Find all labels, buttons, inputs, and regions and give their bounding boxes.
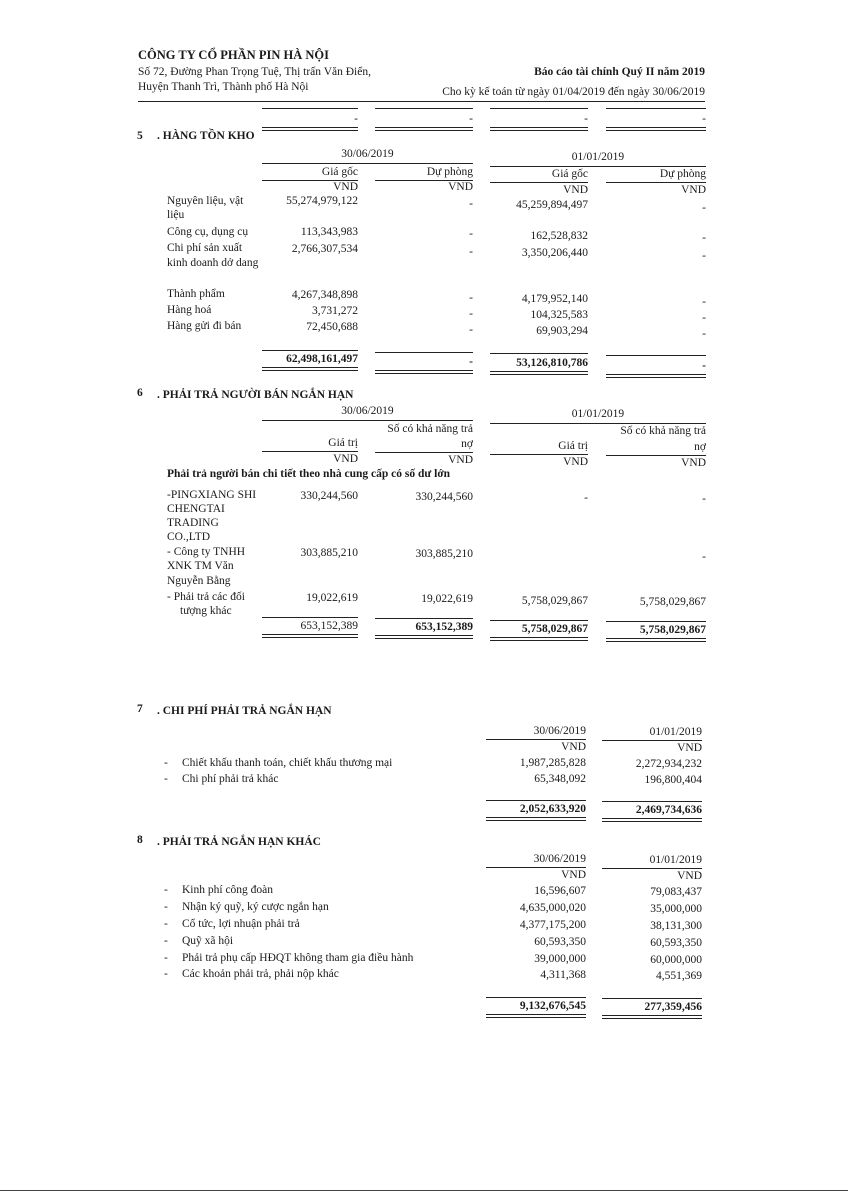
header-underline — [490, 454, 588, 455]
prev-dash: - — [584, 113, 588, 125]
date-underline — [602, 868, 702, 869]
total-rule — [490, 620, 588, 621]
vendor-name: Nguyễn Bằng — [167, 575, 231, 587]
prev-line — [375, 108, 473, 109]
unit-label: VND — [563, 456, 588, 468]
cell-value: 19,022,619 — [306, 592, 358, 604]
cell-value: - — [702, 232, 706, 244]
total-rule — [602, 801, 702, 802]
total-rule — [606, 621, 706, 622]
cell-value: 3,731,272 — [312, 305, 358, 317]
unit-label: VND — [563, 184, 588, 196]
prev-dash: - — [702, 113, 706, 125]
cell-value: 45,259,894,497 — [516, 199, 588, 211]
total-value: 62,498,161,497 — [286, 353, 358, 365]
cell-value: 55,274,979,122 — [286, 195, 358, 207]
date-underline — [490, 166, 706, 167]
row-dash: - — [164, 884, 168, 896]
total-rule — [262, 617, 358, 618]
cell-value: 330,244,560 — [300, 490, 358, 502]
row-label: kinh doanh dở dang — [167, 257, 259, 269]
cell-value: 4,377,175,200 — [519, 919, 586, 931]
cell-value: 60,593,350 — [650, 937, 702, 949]
total-rule — [375, 618, 473, 619]
total-double-rule — [602, 1015, 702, 1019]
header-underline — [490, 182, 588, 183]
unit-label: VND — [448, 181, 473, 193]
column-header: Dự phòng — [426, 166, 473, 178]
date-underline — [486, 867, 586, 868]
column-date: 30/06/2019 — [533, 725, 586, 737]
section-title: . CHI PHÍ PHẢI TRẢ NGẮN HẠN — [157, 705, 332, 717]
total-rule — [490, 353, 588, 354]
cell-value: - — [469, 324, 473, 336]
row-label: Chi phí phải trả khác — [182, 773, 279, 785]
date-underline — [262, 420, 473, 421]
cell-value: 113,343,983 — [300, 226, 358, 238]
unit-label: VND — [333, 181, 358, 193]
unit-label: VND — [333, 453, 358, 465]
cell-value: 72,450,688 — [306, 321, 358, 333]
prev-dash: - — [354, 113, 358, 125]
cell-value: 1,987,285,828 — [519, 757, 586, 769]
cell-value: 4,311,368 — [540, 969, 586, 981]
cell-value: - — [702, 202, 706, 214]
cell-value: 162,528,832 — [530, 230, 588, 242]
vendor-name: XNK TM Văn — [167, 560, 234, 572]
row-label: Công cụ, dụng cụ — [167, 226, 249, 238]
prev-dash: - — [469, 113, 473, 125]
cell-value: 5,758,029,867 — [521, 595, 588, 607]
unit-label: VND — [561, 741, 586, 753]
total-rule — [375, 352, 473, 353]
column-header: Số có khả năng trả — [387, 423, 473, 435]
row-dash: - — [164, 918, 168, 930]
row-label: Chi phí sản xuất — [167, 242, 243, 254]
total-double-rule — [375, 370, 473, 374]
total-double-rule — [606, 638, 706, 642]
row-label: liệu — [167, 209, 185, 221]
vendor-name: - Phải trả các đối — [167, 591, 245, 603]
cell-value: 39,000,000 — [534, 953, 586, 965]
date-underline — [490, 423, 706, 424]
total-value: 5,758,029,867 — [521, 623, 588, 635]
cell-value: - — [469, 198, 473, 210]
cell-value: - — [702, 551, 706, 563]
total-value: 653,152,389 — [300, 620, 358, 632]
row-dash: - — [164, 901, 168, 913]
cell-value: - — [469, 246, 473, 258]
header-underline — [606, 182, 706, 183]
total-value: 2,052,633,920 — [519, 803, 586, 815]
total-double-rule — [606, 374, 706, 378]
prev-double-line — [375, 127, 473, 131]
date-underline — [486, 739, 586, 740]
sub-heading: Phải trả người bán chi tiết theo nhà cung cấp có số dư lớn — [167, 468, 451, 480]
total-value: 277,359,456 — [644, 1001, 702, 1013]
header-underline — [262, 451, 358, 452]
column-date: 01/01/2019 — [571, 151, 625, 163]
row-dash: - — [164, 757, 168, 769]
prev-double-line — [606, 127, 706, 131]
unit-label: VND — [677, 742, 702, 754]
column-date: 30/06/2019 — [533, 853, 586, 865]
column-date: 30/06/2019 — [341, 405, 394, 417]
row-label: Nhận ký quỹ, ký cược ngắn hạn — [182, 901, 329, 913]
row-dash: - — [164, 773, 168, 785]
total-value: 5,758,029,867 — [639, 624, 706, 636]
total-double-rule — [602, 818, 702, 822]
cell-value: 60,593,350 — [534, 936, 586, 948]
row-label: Các khoản phải trả, phải nộp khác — [182, 968, 339, 980]
total-rule — [262, 350, 358, 351]
cell-value: 330,244,560 — [415, 491, 473, 503]
section-title: . PHẢI TRẢ NGẮN HẠN KHÁC — [157, 836, 321, 848]
cell-value: 104,325,583 — [530, 309, 588, 321]
row-label: Cổ tức, lợi nhuận phải trả — [182, 918, 300, 930]
cell-value: - — [469, 292, 473, 304]
cell-value: 4,267,348,898 — [291, 289, 358, 301]
row-dash: - — [164, 968, 168, 980]
total-double-rule — [375, 635, 473, 639]
prev-double-line — [490, 127, 588, 131]
vendor-name: tượng khác — [180, 605, 232, 617]
unit-label: VND — [681, 184, 706, 196]
prev-double-line — [262, 127, 358, 131]
total-value: 2,469,734,636 — [635, 804, 702, 816]
column-header: Dự phòng — [659, 168, 706, 180]
header-underline — [606, 455, 706, 456]
total-double-rule — [490, 371, 588, 375]
total-value: 53,126,810,786 — [516, 357, 588, 369]
column-header: Giá gốc — [551, 168, 588, 180]
row-dash: - — [164, 935, 168, 947]
company-address-line1: Số 72, Đường Phan Trọng Tuệ, Thị trấn Văn Điển, — [138, 66, 371, 78]
row-dash: - — [164, 952, 168, 964]
column-date: 30/06/2019 — [341, 148, 394, 160]
unit-label: VND — [561, 869, 586, 881]
prev-line — [262, 108, 358, 109]
section-number: 8 — [137, 834, 143, 846]
vendor-name: - Công ty TNHH — [167, 546, 246, 558]
total-rule — [486, 800, 586, 801]
row-label: Hàng gửi đi bán — [167, 320, 242, 332]
total-rule — [486, 997, 586, 998]
column-header: nợ — [694, 441, 706, 453]
cell-value: 19,022,619 — [421, 593, 473, 605]
cell-value: 69,903,294 — [536, 325, 588, 337]
total-rule — [606, 355, 706, 356]
vendor-name: -PINGXIANG SHI — [167, 489, 257, 501]
column-header: Giá trị — [328, 437, 358, 449]
section-title: . PHẢI TRẢ NGƯỜI BÁN NGẮN HẠN — [157, 389, 354, 401]
cell-value: 4,551,369 — [656, 970, 702, 982]
report-title: Báo cáo tài chính Quý II năm 2019 — [534, 66, 705, 78]
header-underline — [375, 452, 473, 453]
cell-value: 60,000,000 — [650, 954, 702, 966]
section-number: 5 — [137, 130, 143, 142]
cell-value: 5,758,029,867 — [639, 596, 706, 608]
row-label: Quỹ xã hội — [182, 935, 234, 947]
cell-value: 3,350,206,440 — [521, 247, 588, 259]
column-date: 01/01/2019 — [571, 408, 625, 420]
unit-label: VND — [448, 454, 473, 466]
cell-value: 38,131,300 — [650, 920, 702, 932]
company-address-line2: Huyện Thanh Trì, Thành phố Hà Nội — [138, 81, 309, 93]
date-underline — [602, 740, 702, 741]
cell-value: 4,635,000,020 — [519, 902, 586, 914]
vendor-name: CO.,LTD — [167, 531, 211, 543]
section-number: 6 — [137, 387, 143, 399]
row-label: Chiết khấu thanh toán, chiết khấu thương mại — [182, 757, 393, 769]
total-double-rule — [490, 637, 588, 641]
section-number: 7 — [137, 703, 143, 715]
cell-value: - — [702, 328, 706, 340]
cell-value: 196,800,404 — [644, 774, 702, 786]
prev-line — [490, 108, 588, 109]
unit-label: VND — [681, 457, 706, 469]
column-header: Giá trị — [558, 440, 588, 452]
unit-label: VND — [677, 870, 702, 882]
column-header: Số có khả năng trả — [620, 425, 706, 437]
total-double-rule — [262, 634, 358, 638]
cell-value: - — [469, 228, 473, 240]
cell-value: - — [469, 308, 473, 320]
row-label: Phải trả phụ cấp HĐQT không tham gia điều hành — [182, 952, 414, 964]
cell-value: - — [702, 296, 706, 308]
company-name: CÔNG TY CỔ PHẦN PIN HÀ NỘI — [138, 48, 329, 62]
page-bottom-edge — [0, 1190, 848, 1191]
total-rule — [602, 998, 702, 999]
cell-value: - — [702, 250, 706, 262]
row-label: Hàng hoá — [167, 304, 212, 316]
cell-value: 2,766,307,534 — [291, 243, 358, 255]
column-header: Giá gốc — [321, 166, 358, 178]
column-date: 01/01/2019 — [649, 854, 702, 866]
cell-value: - — [584, 492, 588, 504]
vendor-name: TRADING — [167, 517, 219, 529]
cell-value: - — [702, 312, 706, 324]
column-date: 01/01/2019 — [649, 726, 702, 738]
total-double-rule — [262, 367, 358, 371]
total-double-rule — [486, 817, 586, 821]
total-value: - — [702, 360, 706, 372]
cell-value: 65,348,092 — [534, 773, 586, 785]
header-rule — [138, 101, 705, 102]
cell-value: 303,885,210 — [300, 547, 358, 559]
cell-value: 4,179,952,140 — [521, 293, 588, 305]
total-double-rule — [486, 1014, 586, 1018]
cell-value: - — [702, 493, 706, 505]
cell-value: 79,083,437 — [650, 886, 702, 898]
vendor-name: CHENGTAI — [167, 503, 225, 515]
column-header: nợ — [461, 438, 473, 450]
section-title: . HÀNG TỒN KHO — [157, 130, 255, 142]
date-underline — [262, 163, 473, 164]
report-period: Cho kỳ kế toán từ ngày 01/04/2019 đến ngày 30/06/2019 — [442, 86, 705, 98]
cell-value: 2,272,934,232 — [635, 758, 702, 770]
row-label: Thành phẩm — [167, 288, 225, 300]
row-label: Nguyên liệu, vật — [167, 195, 244, 207]
cell-value: 303,885,210 — [415, 548, 473, 560]
total-value: 9,132,676,545 — [519, 1000, 586, 1012]
total-value: - — [469, 356, 473, 368]
prev-line — [606, 108, 706, 109]
total-value: 653,152,389 — [415, 621, 473, 633]
row-label: Kinh phí công đoàn — [182, 884, 274, 896]
cell-value: 16,596,607 — [534, 885, 586, 897]
cell-value: 35,000,000 — [650, 903, 702, 915]
